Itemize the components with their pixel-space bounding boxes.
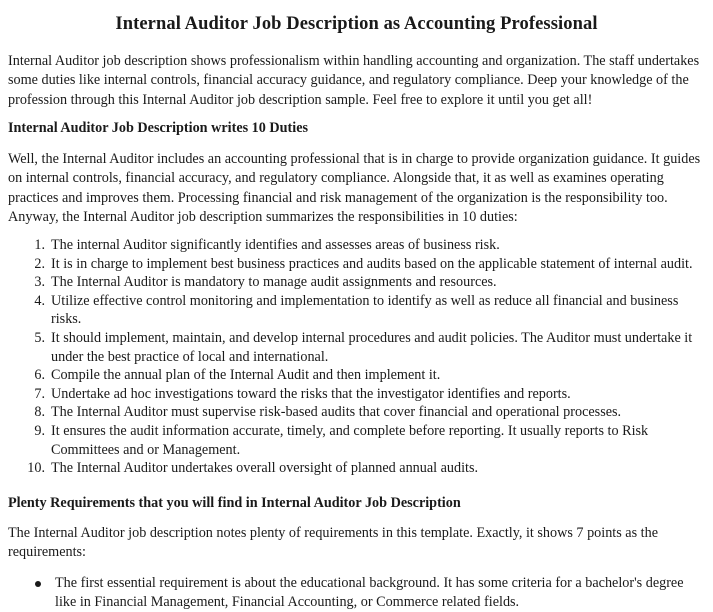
list-item <box>0 366 708 385</box>
section-heading-duties: Internal Auditor Job Description writes 10 Duties <box>8 120 309 136</box>
list-item <box>0 403 708 422</box>
requirements-list <box>0 574 708 612</box>
list-item-text: It is in charge to implement best business practices and audits based on the applicable statement of internal audit. <box>51 255 693 272</box>
intro-paragraph: Internal Auditor job description shows professionalism within handling accounting and organization. The staff undertakes some duties like internal controls, financial accuracy guidance, and regulatory compliance. Deep your knowledge of the profession through this Internal Auditor job description sample. Feel free to explore it until you get all! <box>8 53 700 108</box>
list-item <box>0 574 708 612</box>
section-heading-requirements: Plenty Requirements that you will find in Internal Auditor Job Description <box>8 495 461 511</box>
document-title: Internal Auditor Job Description as Accounting Professional <box>115 14 598 34</box>
list-item-text: It should implement, maintain, and develop internal procedures and audit policies. The Auditor must undertake it under the best practice of local and international. <box>51 329 693 365</box>
list-item-number: 1. <box>34 237 45 253</box>
list-item-text: The Internal Auditor is mandatory to manage audit assignments and resources. <box>51 274 497 291</box>
duties-intro-paragraph: Well, the Internal Auditor includes an accounting professional that is in charge to provide organization guidance. It guides on internal controls, financial accuracy, and regulatory compliance. Alongside that, it as well as examines operating practices and improves them. Processing financial and risk management of the organization is the responsibility too. Anyway, the Internal Auditor job description summarizes the responsibilities in 10 duties: <box>8 151 701 226</box>
list-item <box>0 292 708 329</box>
list-item-text: Undertake ad hoc investigations toward the risks that the investigator identifies and reports. <box>51 385 571 402</box>
bullet-icon <box>35 581 41 587</box>
list-item <box>0 459 708 478</box>
list-item-text: The first essential requirement is about the educational background. It has some criteria for a bachelor's degree like in Financial Management, Financial Accounting, or Commerce related fields. <box>55 575 684 610</box>
list-item-text: Utilize effective control monitoring and implementation to identify as well as reduce all financial and business risks. <box>51 292 679 328</box>
list-item-text: The Internal Auditor must supervise risk-based audits that cover financial and operational processes. <box>51 404 622 421</box>
list-item-number: 3. <box>34 274 45 291</box>
list-item <box>0 273 708 292</box>
list-item <box>0 385 708 404</box>
list-item <box>0 236 708 255</box>
list-item-number: 5. <box>34 329 45 346</box>
list-item-number: 4. <box>34 292 45 309</box>
list-item-number: 2. <box>34 255 45 272</box>
list-item-number: 9. <box>34 422 45 439</box>
list-item <box>0 422 708 459</box>
list-item-number: 8. <box>34 404 45 421</box>
list-item-text: It ensures the audit information accurate, timely, and complete before reporting. It usually reports to Risk Committees and or Management. <box>51 422 649 458</box>
list-item-text: Compile the annual plan of the Internal Audit and then implement it. <box>51 367 441 384</box>
list-item-number: 6. <box>34 367 45 384</box>
list-item-number: 10. <box>27 460 45 477</box>
list-item-text: The Internal Auditor undertakes overall oversight of planned annual audits. <box>51 460 479 477</box>
list-item <box>0 255 708 274</box>
list-item-number: 7. <box>34 385 45 402</box>
requirements-intro-paragraph: The Internal Auditor job description notes plenty of requirements in this template. Exactly, it shows 7 points as the requirements: <box>8 525 658 561</box>
list-item <box>0 329 708 366</box>
duties-list <box>0 236 708 478</box>
list-item-text: The internal Auditor significantly identifies and assesses areas of business risk. <box>51 237 500 253</box>
